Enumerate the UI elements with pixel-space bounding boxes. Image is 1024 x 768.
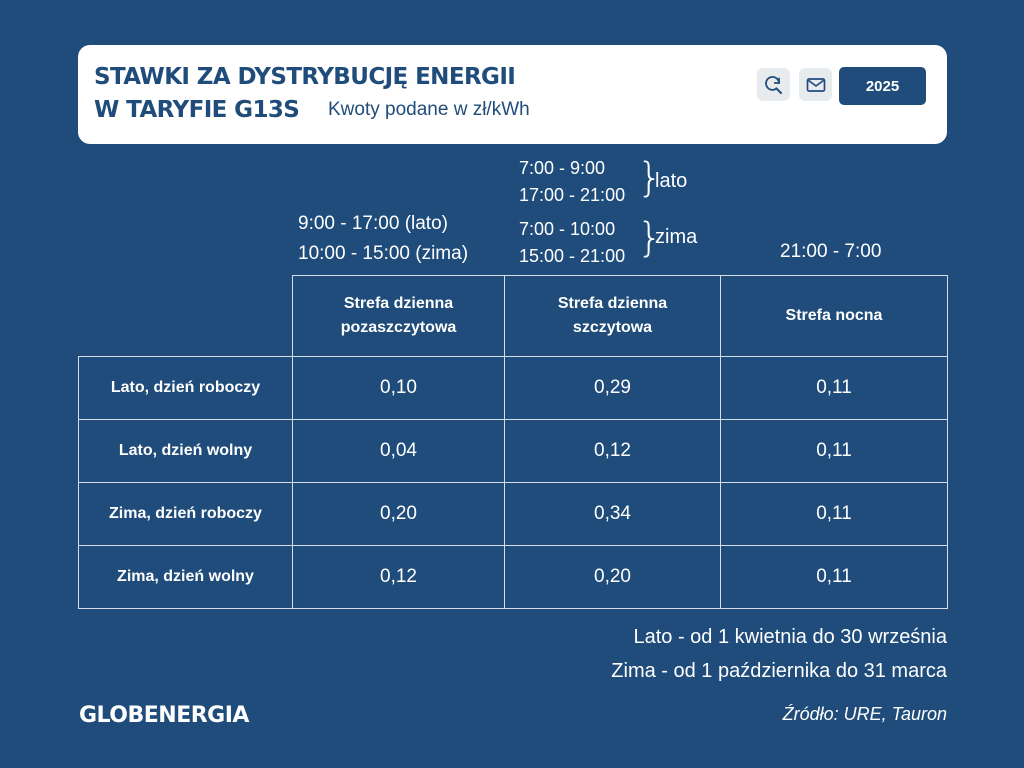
- page-title-line2: W TARYFIE G13S: [94, 97, 300, 123]
- table-corner: [79, 276, 293, 357]
- summer-brace: }: [637, 155, 663, 201]
- table-row: [79, 546, 948, 609]
- column-header-offpeak-line1: Strefa dzienna: [343, 295, 454, 312]
- peak-summer-hours-2: 17:00 - 21:00: [519, 185, 626, 205]
- night-hours: 21:00 - 7:00: [780, 241, 882, 262]
- search-refresh-button[interactable]: [757, 68, 790, 101]
- search-refresh-icon: [764, 75, 784, 95]
- row-label: Zima, dzień roboczy: [79, 483, 293, 546]
- page-subtitle: Kwoty podane w zł/kWh: [328, 99, 530, 120]
- column-header-night: [721, 276, 948, 357]
- column-header-peak: [505, 276, 721, 357]
- peak-winter-label: zima: [655, 226, 698, 248]
- column-header-peak-line2: szczytowa: [572, 319, 653, 336]
- rates-table: [78, 275, 948, 609]
- table-row: [79, 420, 948, 483]
- row-label: Zima, dzień wolny: [79, 546, 293, 609]
- source-note: Źródło: URE, Tauron: [782, 704, 947, 724]
- email-button[interactable]: [799, 68, 832, 101]
- page-title-line1: STAWKI ZA DYSTRYBUCJĘ ENERGII: [94, 64, 516, 90]
- column-header-night-label: Strefa nocna: [785, 307, 883, 324]
- column-header-peak-line1: Strefa dzienna: [557, 295, 668, 312]
- envelope-icon: [806, 77, 826, 93]
- peak-winter-hours-1: 7:00 - 10:00: [519, 219, 616, 239]
- rate-cell: 0,04: [293, 420, 505, 483]
- winter-brace: }: [637, 215, 663, 261]
- peak-summer-hours-1: 7:00 - 9:00: [519, 158, 606, 178]
- year-button[interactable]: 2025: [839, 67, 926, 105]
- summer-season-note: Lato - od 1 kwietnia do 30 września: [633, 626, 947, 648]
- rate-cell: 0,34: [505, 483, 721, 546]
- rate-cell: 0,11: [721, 483, 948, 546]
- rate-cell: 0,12: [293, 546, 505, 609]
- rate-cell: 0,11: [721, 546, 948, 609]
- rate-cell: 0,20: [505, 546, 721, 609]
- peak-summer-label: lato: [655, 170, 688, 192]
- column-header-offpeak-line2: pozaszczytowa: [340, 319, 457, 336]
- rate-cell: 0,11: [721, 420, 948, 483]
- row-label: Lato, dzień wolny: [79, 420, 293, 483]
- table-header-row: [79, 276, 948, 357]
- rate-cell: 0,20: [293, 483, 505, 546]
- header-card: [78, 45, 947, 144]
- rate-cell: 0,29: [505, 357, 721, 420]
- winter-season-note: Zima - od 1 października do 31 marca: [611, 660, 947, 682]
- column-header-offpeak: [293, 276, 505, 357]
- rate-cell: 0,11: [721, 357, 948, 420]
- rate-cell: 0,10: [293, 357, 505, 420]
- offpeak-winter-hours: 10:00 - 15:00 (zima): [298, 243, 469, 264]
- table-row: [79, 357, 948, 420]
- globenergia-logo: GLOBENERGIA: [79, 703, 249, 728]
- offpeak-summer-hours: 9:00 - 17:00 (lato): [298, 213, 448, 234]
- table-row: [79, 483, 948, 546]
- peak-winter-hours-2: 15:00 - 21:00: [519, 246, 626, 266]
- rate-cell: 0,12: [505, 420, 721, 483]
- row-label: Lato, dzień roboczy: [79, 357, 293, 420]
